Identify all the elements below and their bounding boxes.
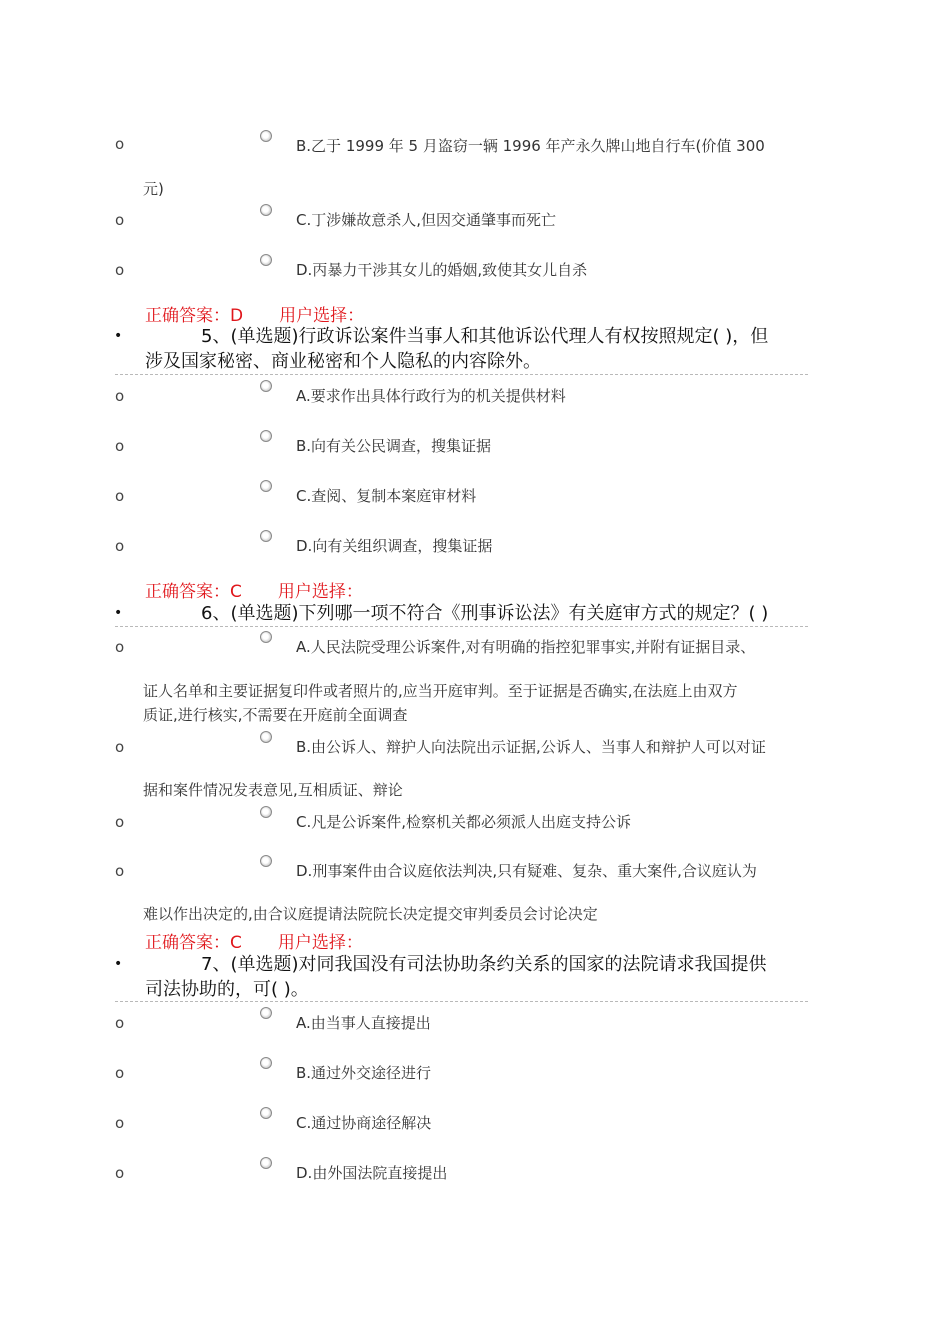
question-bullet: • [114, 605, 123, 621]
q7-option-a: A.由当事人直接提出 [296, 1014, 431, 1032]
list-marker: o [115, 537, 125, 555]
radio-q7-d-icon[interactable] [260, 1157, 272, 1169]
correct-answer: 正确答案：C [145, 582, 242, 602]
q5-option-c: C.查阅、复制本案庭审材料 [296, 487, 477, 505]
radio-q7-b-icon[interactable] [260, 1057, 272, 1069]
list-marker: o [115, 1064, 125, 1082]
radio-q6-d-icon[interactable] [260, 855, 272, 867]
user-choice: 用户选择： [277, 582, 363, 602]
radio-q7-a-icon[interactable] [260, 1007, 272, 1019]
divider [115, 1001, 808, 1002]
list-marker: o [115, 862, 125, 880]
answer-line [145, 928, 363, 953]
list-marker: o [115, 487, 125, 505]
radio-option-c-icon[interactable] [260, 204, 272, 216]
list-marker: o [115, 135, 125, 153]
radio-q6-a-icon[interactable] [260, 631, 272, 643]
list-marker: o [115, 738, 125, 756]
radio-option-b-icon[interactable] [260, 130, 272, 142]
list-marker: o [115, 813, 125, 831]
q6-option-c: C.凡是公诉案件,检察机关都必须派人出庭支持公诉 [296, 813, 632, 831]
q6-option-d: D.刑事案件由合议庭依法判决,只有疑难、复杂、重大案件,合议庭认为 [296, 862, 757, 880]
list-marker: o [115, 437, 125, 455]
radio-q5-b-icon[interactable] [260, 430, 272, 442]
q6-option-d-continuation: 难以作出决定的,由合议庭提请法院院长决定提交审判委员会讨论决定 [143, 905, 598, 923]
question-bullet: • [114, 956, 123, 972]
option-c-text: C.丁涉嫌故意杀人,但因交通肇事而死亡 [296, 211, 557, 229]
q7-option-d: D.由外国法院直接提出 [296, 1164, 448, 1182]
radio-q5-d-icon[interactable] [260, 530, 272, 542]
radio-q6-b-icon[interactable] [260, 731, 272, 743]
q7-option-b: B.通过外交途径进行 [296, 1064, 432, 1082]
list-marker: o [115, 211, 125, 229]
radio-option-d-icon[interactable] [260, 254, 272, 266]
question-line: 司法协助的，可( )。 [145, 979, 309, 1000]
q5-option-a: A.要求作出具体行政行为的机关提供材料 [296, 387, 566, 405]
answer-line [145, 577, 363, 602]
q5-option-b: B.向有关公民调查，搜集证据 [296, 437, 492, 455]
question-bullet: • [114, 328, 123, 344]
correct-answer: 正确答案：D [145, 306, 244, 326]
question-line: 5、(单选题)行政诉讼案件当事人和其他诉讼代理人有权按照规定( )，但 [201, 326, 769, 347]
q6-option-b: B.由公诉人、辩护人向法院出示证据,公诉人、当事人和辩护人可以对证 [296, 738, 766, 756]
q7-option-c: C.通过协商途径解决 [296, 1114, 432, 1132]
radio-q5-a-icon[interactable] [260, 380, 272, 392]
list-marker: o [115, 638, 125, 656]
option-b-continuation: 元) [143, 180, 164, 198]
list-marker: o [115, 1014, 125, 1032]
radio-q5-c-icon[interactable] [260, 480, 272, 492]
question-line: 6、(单选题)下列哪一项不符合《刑事诉讼法》有关庭审方式的规定？( ) [201, 603, 769, 624]
option-b-text: B.乙于 1999 年 5 月盗窃一辆 1996 年产永久牌山地自行车(价值 300 [296, 137, 765, 155]
divider [115, 374, 808, 375]
list-marker: o [115, 1164, 125, 1182]
user-choice: 用户选择： [279, 306, 365, 326]
question-line: 涉及国家秘密、商业秘密和个人隐私的内容除外。 [145, 351, 541, 372]
radio-q7-c-icon[interactable] [260, 1107, 272, 1119]
divider [115, 626, 808, 627]
list-marker: o [115, 1114, 125, 1132]
question-5-text [145, 324, 768, 374]
user-choice: 用户选择： [277, 933, 363, 953]
q6-option-a-continuation: 证人名单和主要证据复印件或者照片的,应当开庭审判。至于证据是否确实,在法庭上由双方 [143, 682, 738, 700]
option-d-text: D.丙暴力干涉其女儿的婚姻,致使其女儿自杀 [296, 261, 588, 279]
q6-option-b-continuation: 据和案件情况发表意见,互相质证、辩论 [143, 781, 403, 799]
radio-q6-c-icon[interactable] [260, 806, 272, 818]
question-7-text [145, 952, 767, 1002]
list-marker: o [115, 261, 125, 279]
answer-line [145, 301, 364, 326]
q5-option-d: D.向有关组织调查，搜集证据 [296, 537, 493, 555]
list-marker: o [115, 387, 125, 405]
question-line: 7、(单选题)对同我国没有司法协助条约关系的国家的法院请求我国提供 [201, 954, 767, 975]
q6-option-a: A.人民法院受理公诉案件,对有明确的指控犯罪事实,并附有证据目录、 [296, 638, 756, 656]
correct-answer: 正确答案：C [145, 933, 242, 953]
q6-option-a-continuation: 质证,进行核实,不需要在开庭前全面调查 [143, 706, 408, 724]
question-6-text [145, 601, 768, 626]
